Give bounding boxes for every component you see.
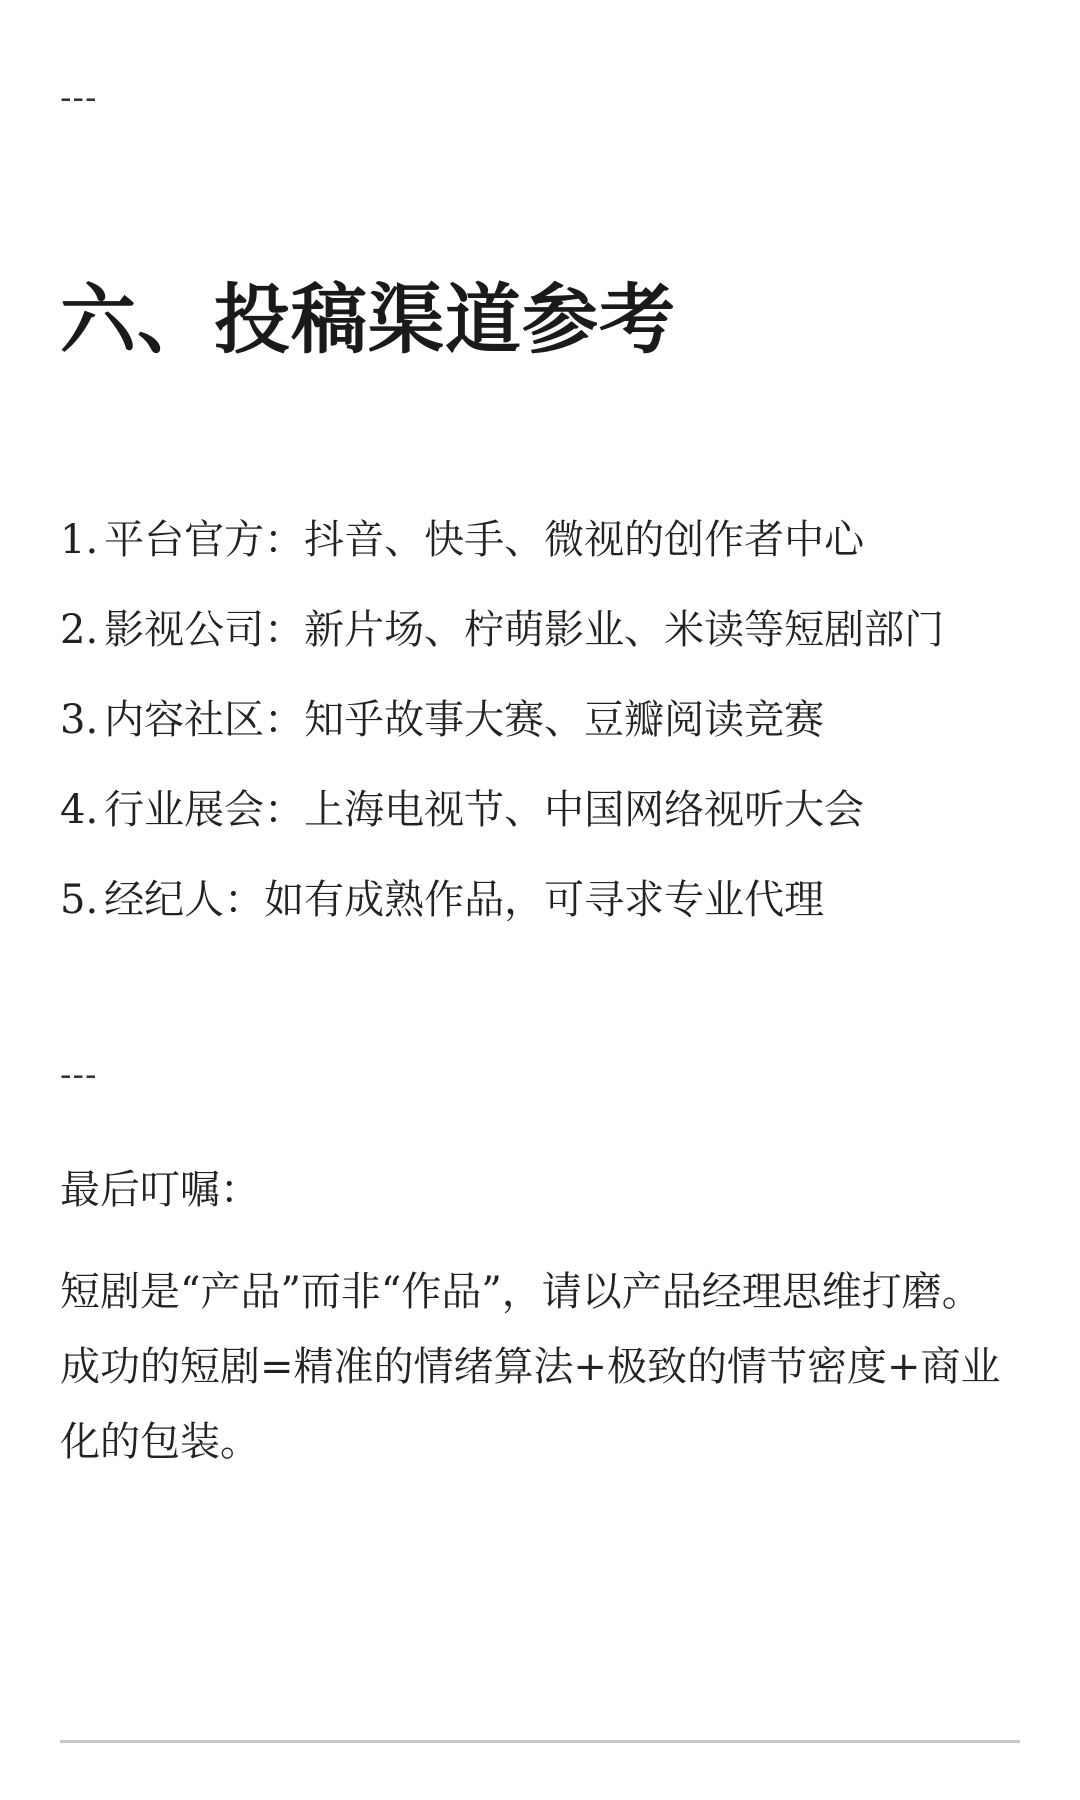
channel-list (60, 515, 944, 965)
list-item-text: 行业展会：上海电视节、中国网络视听大会 (104, 787, 865, 833)
list-item-number: 3. (60, 697, 99, 743)
list-item (60, 605, 944, 655)
list-item-number: 1. (60, 517, 99, 563)
list-item-number: 4. (60, 787, 99, 833)
list-item (60, 515, 944, 565)
list-item-text: 影视公司：新片场、柠萌影业、米读等短剧部门 (104, 607, 945, 653)
separator-middle: --- (60, 1055, 98, 1095)
list-item (60, 695, 944, 745)
list-item-text: 平台官方：抖音、快手、微视的创作者中心 (104, 517, 865, 563)
closing-label: 最后叮嘱： (60, 1167, 260, 1213)
list-item-number: 5. (60, 877, 99, 923)
bottom-divider (60, 1740, 1020, 1743)
list-item-text: 经纪人：如有成熟作品，可寻求专业代理 (104, 877, 825, 923)
list-item (60, 875, 944, 925)
separator-top: --- (60, 78, 98, 118)
document-page (60, 0, 1020, 1800)
list-item (60, 785, 944, 835)
closing-paragraph: 短剧是“产品”而非“作品”，请以产品经理思维打磨。成功的短剧=精准的情绪算法+极致的情节密度+商业化的包装。 (60, 1269, 1001, 1465)
list-item-text: 内容社区：知乎故事大赛、豆瓣阅读竞赛 (104, 697, 825, 743)
section-heading: 六、投稿渠道参考 (60, 275, 676, 364)
list-item-number: 2. (60, 607, 99, 653)
